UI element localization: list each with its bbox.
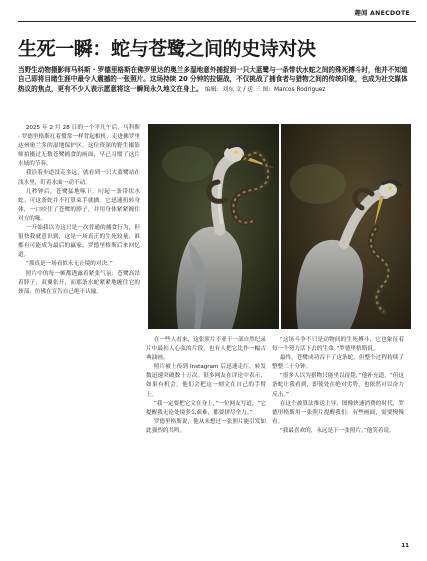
photo-illustration [148, 124, 411, 329]
body-paragraph: 在这个被算法推送主导、图像快速消费的时代，罗德里格斯用一张照片提醒我们：有些画面，需要慢慢看。 [272, 400, 404, 425]
body-paragraph: 一开始我以为这只是一次普通的捕食行为，但很快我就意识到，这是一场真正的生死较量，谁都有可能成为最后的赢家。罗德里格斯后来回忆道。 [18, 225, 140, 259]
body-paragraph: “那真是一场看似永无止境的对决。” [25, 261, 113, 268]
deck-text: 当野生动物摄影师马科斯 · 罗德里格斯在佛罗里达的奥兰多湿地意外捕捉到一只大蓝鹭与一条带状水蛇之间的殊死搏斗时，他并不知道自己即将目睹生涯中最令人震撼的一张照片。这场持续 20 分钟的拉锯战，不仅挑战了捕食者与猎物之间的传统印象，也成为社交媒体热议的焦点，更有不少人表示愿意将这一瞬间永久地文在身上。 [18, 66, 408, 93]
article-deck [18, 66, 410, 95]
heron-snake-photo [148, 124, 411, 329]
byline-credit: 编辑：刘东 文 / 送 三 图：Marcos Rodriguez [204, 86, 326, 93]
body-paragraph: 几秒钟后，苍鹭猛地啄下，叼起一条带状水蛇。可这条蛇并不打算束手就擒。它迅速扭转身体，一口咬住了苍鹭的脖子，并用身体紧紧缠住对方的喙。 [18, 188, 140, 222]
body-column-1 [18, 124, 140, 534]
header-rule [18, 21, 416, 22]
body-paragraph: 2025 年 2 月 28 日的一个平凡午后，马科斯 · 罗德里格斯扛着惯常一样背起相机，走进佛罗里达州奥兰多的湿地保护区。这位资深的野生摄影师拍摄过无数苍鹭捕食的画面，早已习惯了这片水域的节奏。 [18, 125, 140, 168]
article-headline: 生死一瞬：蛇与苍鹭之间的史诗对决 [18, 38, 316, 60]
body-paragraph: “我最喜欢的，永远是下一张照片。”他笑着说。 [279, 427, 395, 434]
body-column-3 [272, 336, 404, 534]
page-number: 11 [401, 543, 409, 549]
body-paragraph: 罗德里格斯说，他从未想过一张照片能引发如此强烈的共鸣。 [146, 418, 266, 434]
body-paragraph: 我沿着步道没走多远，就看到一只大蓝鹭站在浅水里，盯着水面一动不动。 [18, 170, 140, 186]
body-paragraph: “我一定要把它文在身上，”一位网友写道，“它提醒我无论处境多么艰难，都要拼尽全力。” [146, 400, 266, 416]
body-paragraph: “这场斗争不只是动物间的生死搏斗，它也象征着每一个努力活下去的生命。”罗德里格斯说。 [272, 337, 404, 353]
body-paragraph: “很多人以为猎物只能坐以待毙，”他补充道，“但这条蛇让我看到，即使处在绝对劣势，也依然可以奋力反击。” [272, 373, 404, 398]
section-label: 趣闻 ANECDOTE [354, 10, 410, 17]
body-column-2 [146, 336, 266, 534]
body-paragraph: 照片被上传到 Instagram 后迅速走红，转发数迅速突破数十万次。很多网友在评论中表示，如果有机会，他们会把这一刻文在自己的手臂上。 [146, 364, 266, 398]
body-paragraph: 最终，苍鹭成功吞下了这条蛇，但整个过程持续了整整二十分钟。 [272, 355, 404, 371]
page-header [18, 8, 416, 22]
body-paragraph: 照片中的每一帧都透露着紧张气氛：苍鹭高昂着脖子，双翼张开，而那条水蛇紧紧地缠住它的颈部，仿佛在宣告自己绝不认输。 [18, 270, 140, 295]
body-paragraph: 在一些人看来，这张照片不亚于一部自然纪录片中最扣人心弦的片段，也有人把它比作一幅古典油画。 [146, 337, 266, 362]
